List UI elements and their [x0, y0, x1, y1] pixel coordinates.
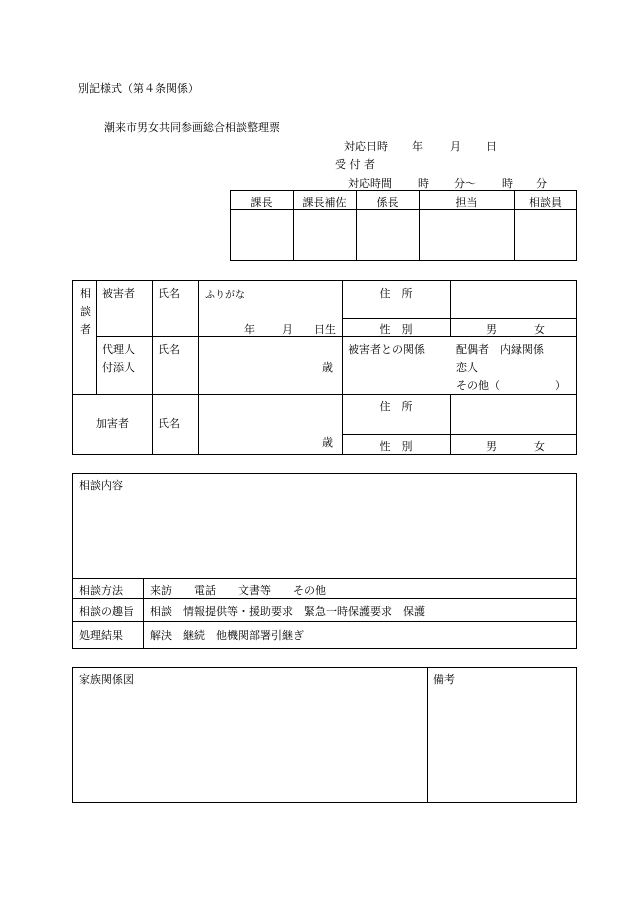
result-options: 解決 継続 他機関部署引継ぎ: [150, 629, 304, 642]
agent-age-label: 歳: [322, 361, 333, 374]
approval-col-section: 係長: [376, 196, 399, 209]
family-diagram-label: 家族関係図: [79, 673, 134, 686]
result-label: 処理結果: [79, 629, 123, 642]
victim-name-label: 氏名: [158, 287, 180, 300]
year-label: 年: [412, 140, 423, 153]
perpetrator-label: 加害者: [96, 417, 129, 430]
method-label: 相談方法: [79, 584, 123, 597]
birth-year-label: 年: [244, 323, 255, 336]
month-label: 月: [450, 140, 461, 153]
victim-label: 被害者: [102, 287, 135, 300]
perpetrator-age-label: 歳: [322, 436, 333, 449]
perpetrator-male-option: 男: [486, 440, 497, 453]
furigana-label: ふりがな: [205, 290, 245, 301]
perpetrator-address-label: 住 所: [379, 400, 413, 413]
day-label: 日: [486, 140, 497, 153]
birth-day-label: 日生: [314, 323, 336, 336]
minute-to-label: 分～: [454, 177, 476, 190]
agent-label: 代理人: [102, 343, 135, 356]
approval-col-deputy: 課長補佐: [302, 196, 347, 209]
victim-address-label: 住 所: [379, 287, 413, 300]
agent-name-label: 氏名: [158, 343, 180, 356]
relation-option-other: その他（ ）: [456, 379, 566, 392]
victim-sex-label: 性 別: [379, 323, 413, 336]
date-label: 対応日時: [344, 140, 388, 153]
approval-col-charge: 担当: [455, 196, 478, 209]
method-options: 来訪 電話 文書等 その他: [150, 584, 326, 597]
consultant-label-1: 相: [80, 287, 91, 300]
birth-month-label: 月: [282, 323, 293, 336]
notes-label: 備考: [433, 673, 455, 686]
minute-label: 分: [536, 177, 547, 190]
attendant-label: 付添人: [102, 361, 135, 374]
hour-label: 時: [418, 177, 429, 190]
victim-female-option: 女: [534, 323, 545, 336]
purpose-label: 相談の趣旨: [79, 605, 134, 618]
relation-option-partner: 恋人: [456, 361, 478, 374]
victim-male-option: 男: [486, 323, 497, 336]
form-reference: 別記様式（第４条関係）: [78, 82, 199, 95]
form-title: 潮来市男女共同参画総合相談整理票: [104, 121, 280, 134]
hour2-label: 時: [502, 177, 513, 190]
perpetrator-name-label: 氏名: [158, 417, 180, 430]
approval-col-chief: 課長: [250, 196, 273, 209]
perpetrator-sex-label: 性 別: [379, 440, 413, 453]
purpose-options: 相談 情報提供等・援助要求 緊急一時保護要求 保護: [150, 605, 425, 618]
time-label: 対応時間: [348, 177, 392, 190]
relation-option-spouse: 配偶者 内縁関係: [456, 343, 544, 356]
approval-col-counselor: 相談員: [529, 196, 562, 209]
perpetrator-female-option: 女: [534, 440, 545, 453]
relation-label: 被害者との関係: [348, 343, 425, 356]
receiver-label: 受 付 者: [335, 158, 375, 171]
consultant-label-3: 者: [80, 323, 91, 336]
consultant-label-2: 談: [80, 305, 91, 318]
content-label: 相談内容: [79, 479, 123, 492]
